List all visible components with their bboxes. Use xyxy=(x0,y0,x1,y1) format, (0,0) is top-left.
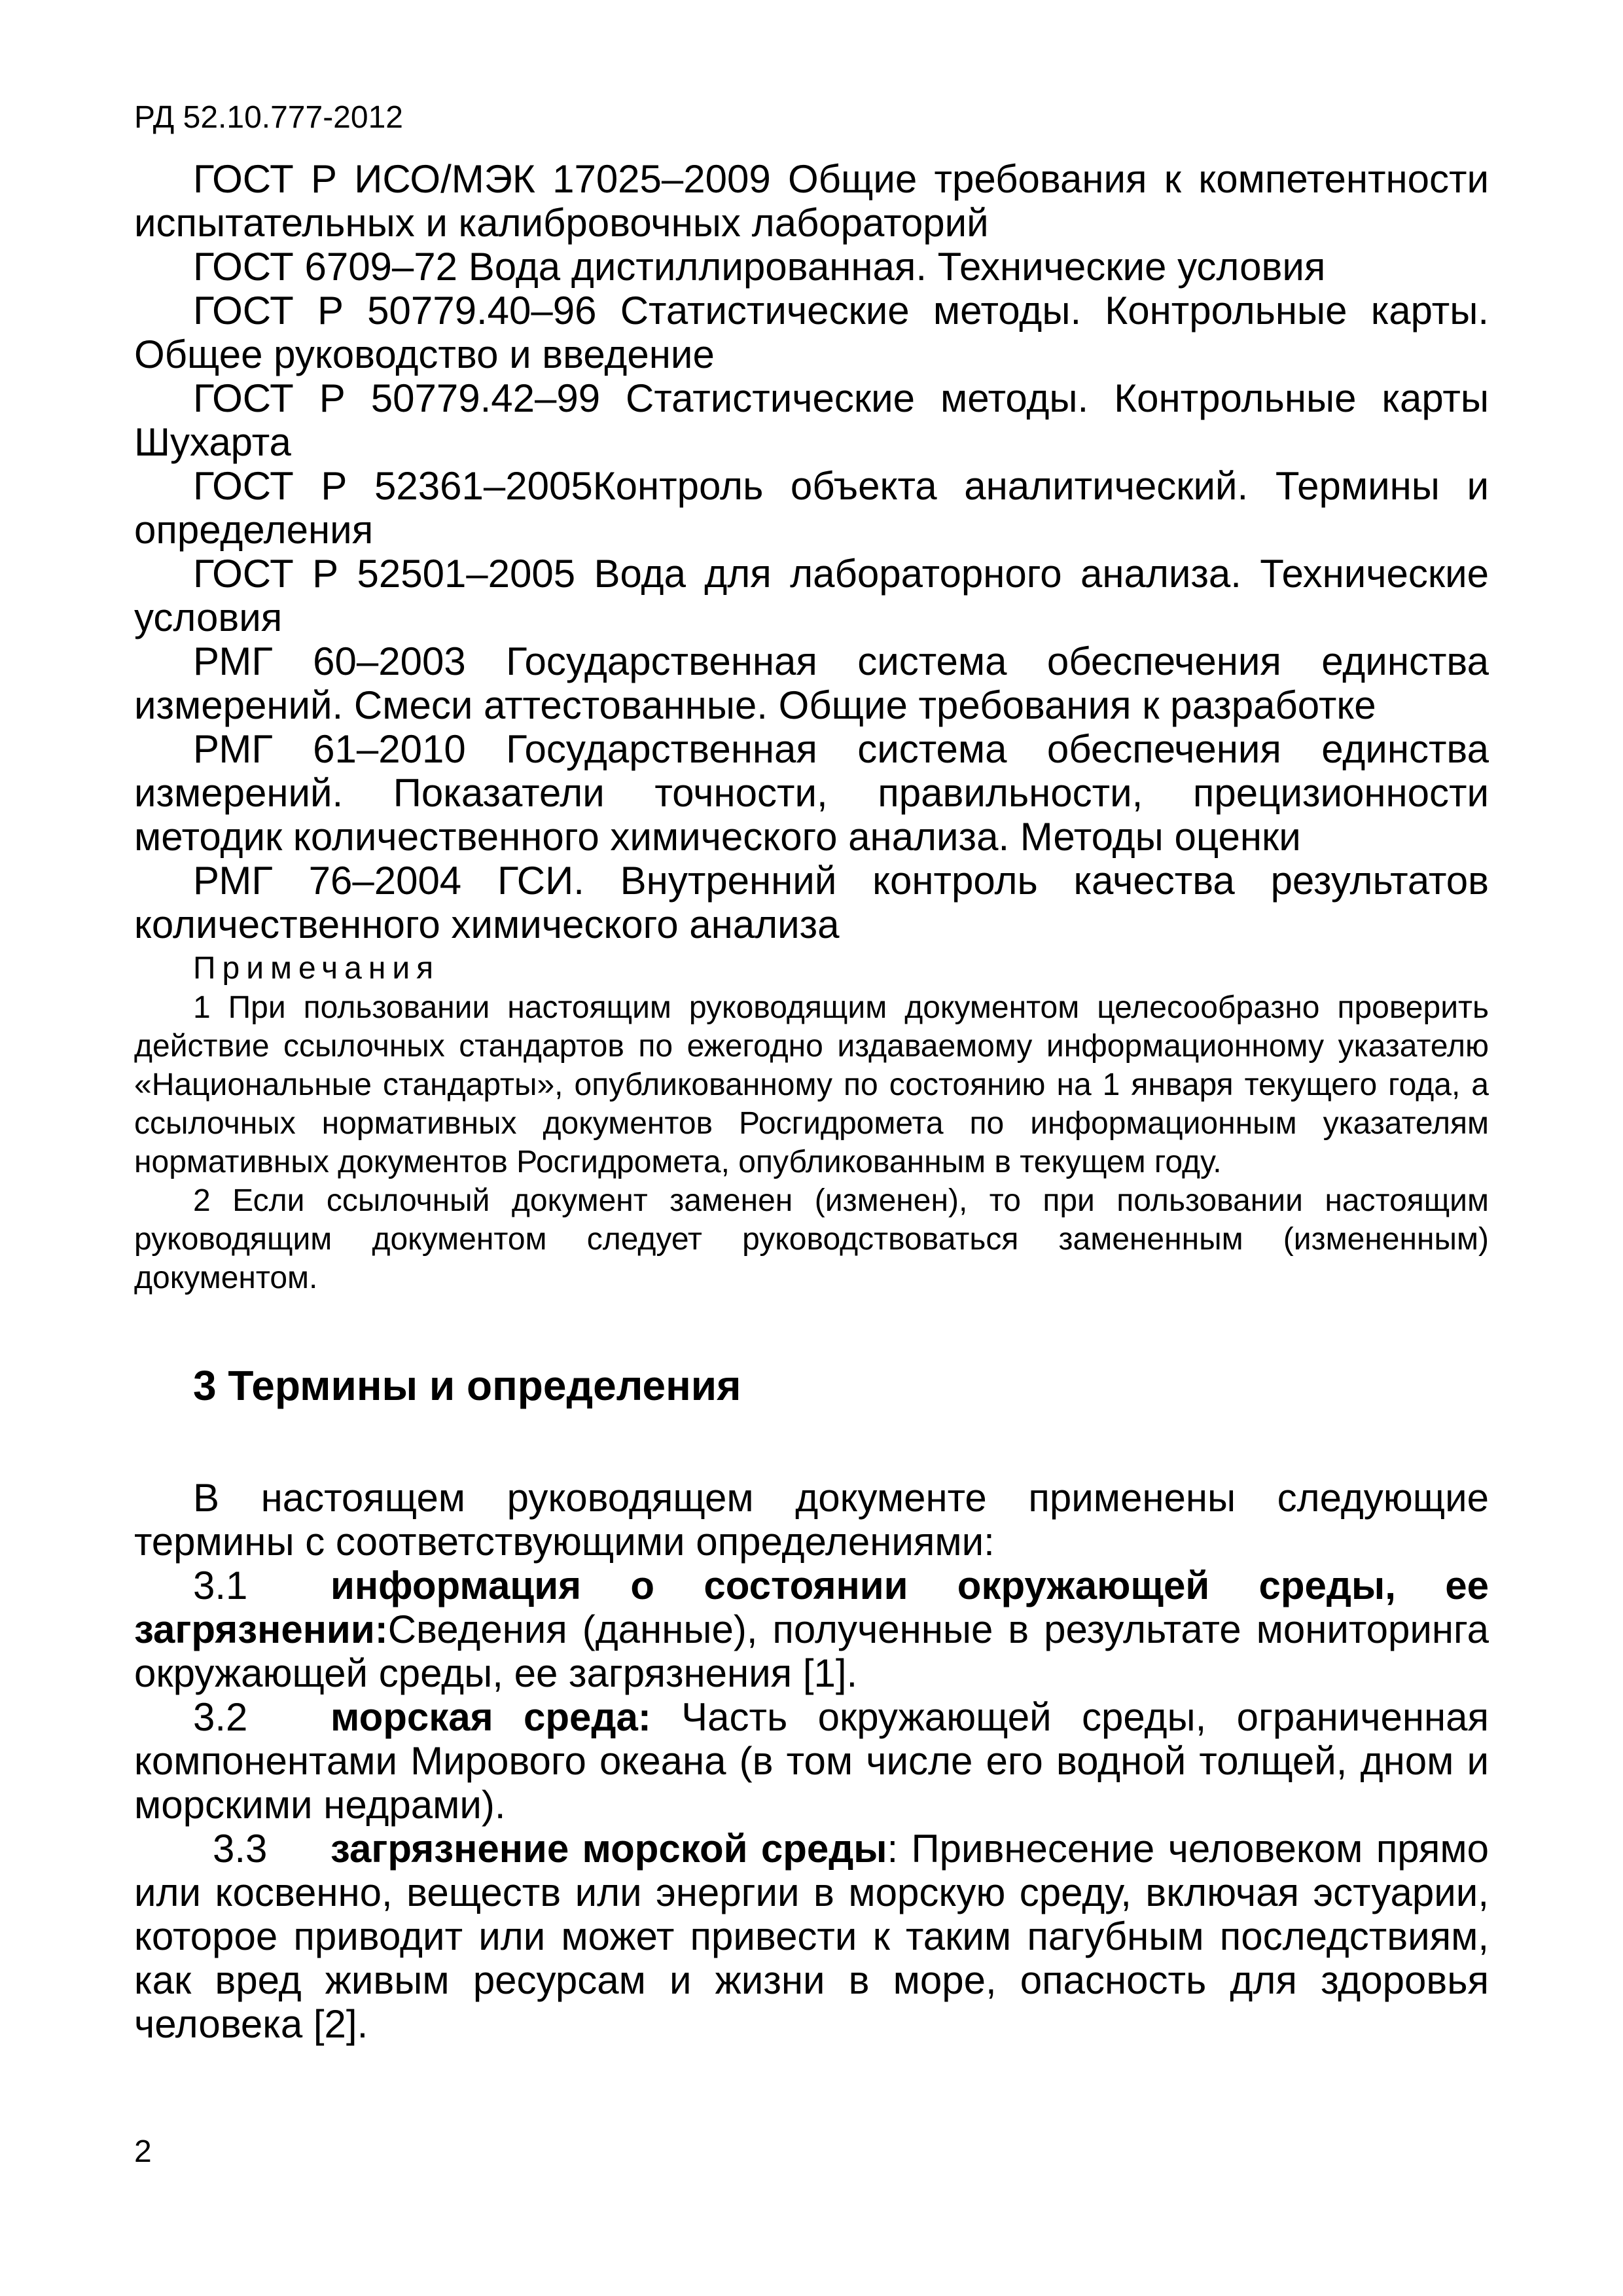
term-definition xyxy=(134,1564,1489,1695)
reference-item: РМГ 60–2003 Государственная система обеспечения единства измерений. Смеси аттестованные. Общие требования к разработке xyxy=(134,639,1489,727)
term-text: : Привнесение человеком прямо или косвенно, веществ или энергии в морскую среду, включая эстуарии, которое приводит или может привести к таким пагубным последствиям, как вред живым ресурсам и жизни в море, опасность для здоровья человека [2]. xyxy=(134,1827,1489,2046)
normative-references-list xyxy=(134,157,1489,946)
section-heading: 3 Термины и определения xyxy=(193,1362,741,1409)
reference-item: ГОСТ Р 52361–2005Контроль объекта аналитический. Термины и определения xyxy=(134,464,1489,552)
term-definition xyxy=(134,1695,1489,1827)
reference-item: ГОСТ Р 50779.42–99 Статистические методы. Контрольные карты Шухарта xyxy=(134,376,1489,464)
term-definition xyxy=(134,1827,1489,2046)
term-number: 3.2 xyxy=(193,1695,248,1739)
notes-title: Примечания xyxy=(193,951,440,986)
term-number: 3.3 xyxy=(213,1827,268,1871)
page-content xyxy=(134,157,1489,2046)
reference-item: ГОСТ Р 50779.40–96 Статистические методы. Контрольные карты. Общее руководство и введение xyxy=(134,289,1489,376)
notes-block xyxy=(134,949,1489,1297)
term-text: Сведения (данные), полученные в результате мониторинга окружающей среды, ее загрязнения [1]. xyxy=(134,1607,1489,1695)
note-item: 2 Если ссылочный документ заменен (изменен), то при пользовании настоящим руководящим документом следует руководствоваться замененным (измененным) документом. xyxy=(134,1183,1489,1295)
term-number: 3.1 xyxy=(193,1564,248,1607)
reference-item: ГОСТ 6709–72 Вода дистиллированная. Технические условия xyxy=(193,245,1326,289)
document-code: РД 52.10.777-2012 xyxy=(134,100,403,135)
section-intro: В настоящем руководящем документе применены следующие термины с соответствующими определениями: xyxy=(134,1476,1489,1564)
reference-item: ГОСТ Р 52501–2005 Вода для лабораторного анализа. Технические условия xyxy=(134,552,1489,639)
reference-item: ГОСТ Р ИСО/МЭК 17025–2009 Общие требования к компетентности испытательных и калибровочных лабораторий xyxy=(134,157,1489,245)
page-number: 2 xyxy=(134,2134,152,2169)
term-text: Часть окружающей среды, ограниченная компонентами Мирового океана (в том числе его водной толщей, дном и морскими недрами). xyxy=(134,1695,1489,1827)
term-name: информация о состоянии окружающей среды, ее загрязнении: xyxy=(134,1564,1489,1651)
term-name: морская среда: xyxy=(330,1695,651,1739)
reference-item: РМГ 76–2004 ГСИ. Внутренний контроль качества результатов количественного химического анализа xyxy=(134,859,1489,946)
reference-item: РМГ 61–2010 Государственная система обеспечения единства измерений. Показатели точности, правильности, прецизионности методик количественного химического анализа. Методы оценки xyxy=(134,727,1489,859)
term-name: загрязнение морской среды xyxy=(330,1827,887,1871)
note-item: 1 При пользовании настоящим руководящим документом целесообразно проверить действие ссылочных стандартов по ежегодно издаваемому информационному указателю «Национальные стандарты», опубликованному по состоянию на 1 января текущего года, а ссылочных нормативных документов Росгидромета по информационным указателям нормативных документов Росгидромета, опубликованным в текущем году. xyxy=(134,990,1489,1179)
